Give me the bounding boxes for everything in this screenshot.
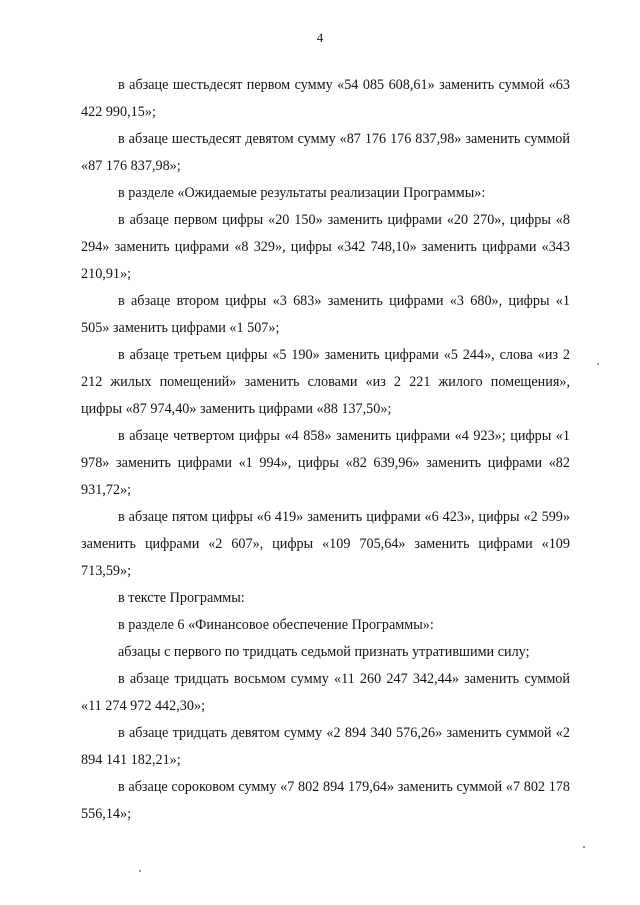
paragraph-8: в абзаце пятом цифры «6 419» заменить цифрами «6 423», цифры «2 599» заменить цифрами «2 607», цифры «109 705,64» заменить цифрами «109 713,59»; [81, 509, 570, 579]
scan-speck [139, 870, 141, 872]
page-number: 4 [316, 30, 324, 45]
paragraph-6: в абзаце третьем цифры «5 190» заменить цифрами «5 244», слова «из 2 212 жилых помещений» заменить словами «из 2 221 жилого помещения», цифры «87 974,40» заменить цифрами «88 137,50»; [81, 347, 570, 417]
paragraph-11: абзацы с первого по тридцать седьмой признать утратившими силу; [118, 644, 530, 660]
scan-speck [597, 363, 599, 365]
paragraph-4: в абзаце первом цифры «20 150» заменить цифрами «20 270», цифры «8 294» заменить цифрами «8 329», цифры «342 748,10» заменить цифрами «343 210,91»; [81, 212, 570, 282]
paragraph-7: в абзаце четвертом цифры «4 858» заменить цифрами «4 923»; цифры «1 978» заменить цифрами «1 994», цифры «82 639,96» заменить цифрами «82 931,72»; [81, 428, 570, 498]
paragraph-13: в абзаце тридцать девятом сумму «2 894 340 576,26» заменить суммой «2 894 141 182,21»; [81, 725, 570, 768]
paragraph-1: в абзаце шестьдесят первом сумму «54 085 608,61» заменить суммой «63 422 990,15»; [81, 77, 570, 120]
paragraph-2: в абзаце шестьдесят девятом сумму «87 176 176 837,98» заменить суммой «87 176 837,98»; [81, 131, 570, 174]
scan-speck [583, 846, 585, 848]
paragraph-12: в абзаце тридцать восьмом сумму «11 260 247 342,44» заменить суммой «11 274 972 442,30»; [81, 671, 570, 714]
paragraph-14: в абзаце сороковом сумму «7 802 894 179,64» заменить суммой «7 802 178 556,14»; [81, 779, 570, 822]
document-body [81, 72, 570, 828]
paragraph-10: в разделе 6 «Финансовое обеспечение Программы»: [118, 617, 434, 633]
paragraph-3: в разделе «Ожидаемые результаты реализации Программы»: [118, 185, 486, 201]
paragraph-5: в абзаце втором цифры «3 683» заменить цифрами «3 680», цифры «1 505» заменить цифрами «1 507»; [81, 293, 570, 336]
paragraph-9: в тексте Программы: [118, 590, 245, 606]
